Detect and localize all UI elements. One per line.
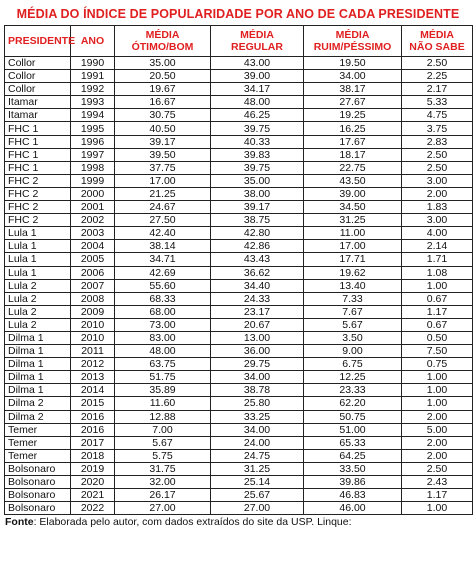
cell-ano: 2015: [71, 397, 115, 410]
cell-ano: 2019: [71, 462, 115, 475]
cell-presidente: Dilma 1: [5, 384, 71, 397]
cell-ano: 1996: [71, 135, 115, 148]
cell-otimo-bom: 34.71: [115, 253, 211, 266]
header-nao-line2: NÃO SABE: [409, 41, 465, 53]
cell-regular: 34.40: [211, 279, 304, 292]
cell-ruim-pessimo: 16.25: [304, 122, 402, 135]
cell-ano: 1999: [71, 174, 115, 187]
header-ruim-pessimo: [304, 26, 402, 57]
cell-ano: 2004: [71, 240, 115, 253]
cell-ruim-pessimo: 65.33: [304, 436, 402, 449]
cell-otimo-bom: 32.00: [115, 476, 211, 489]
cell-nao-sabe: 0.50: [402, 331, 473, 344]
cell-nao-sabe: 1.17: [402, 489, 473, 502]
cell-otimo-bom: 16.67: [115, 96, 211, 109]
cell-regular: 13.00: [211, 331, 304, 344]
table-row: [5, 462, 473, 475]
cell-ruim-pessimo: 22.75: [304, 161, 402, 174]
cell-ano: 2005: [71, 253, 115, 266]
table-row: [5, 96, 473, 109]
cell-regular: 34.00: [211, 371, 304, 384]
cell-regular: 42.86: [211, 240, 304, 253]
cell-regular: 25.14: [211, 476, 304, 489]
cell-nao-sabe: 4.75: [402, 109, 473, 122]
cell-otimo-bom: 42.40: [115, 227, 211, 240]
cell-ano: 2016: [71, 423, 115, 436]
header-ruim-line2: RUIM/PÉSSIMO: [313, 41, 392, 53]
cell-presidente: Collor: [5, 57, 71, 70]
cell-regular: 34.00: [211, 423, 304, 436]
table-row: [5, 109, 473, 122]
cell-ruim-pessimo: 13.40: [304, 279, 402, 292]
cell-ruim-pessimo: 17.67: [304, 135, 402, 148]
table-row: [5, 397, 473, 410]
cell-presidente: Bolsonaro: [5, 502, 71, 515]
cell-ano: 2020: [71, 476, 115, 489]
table-row: [5, 201, 473, 214]
cell-presidente: FHC 1: [5, 122, 71, 135]
table-row: [5, 410, 473, 423]
cell-ano: 2003: [71, 227, 115, 240]
cell-regular: 39.00: [211, 70, 304, 83]
header-otimo-line2: ÓTIMO/BOM: [131, 41, 194, 53]
cell-otimo-bom: 48.00: [115, 345, 211, 358]
cell-ano: 2009: [71, 305, 115, 318]
table-row: [5, 57, 473, 70]
cell-otimo-bom: 73.00: [115, 318, 211, 331]
cell-ruim-pessimo: 27.67: [304, 96, 402, 109]
cell-ruim-pessimo: 23.33: [304, 384, 402, 397]
cell-ruim-pessimo: 6.75: [304, 358, 402, 371]
cell-ano: 2017: [71, 436, 115, 449]
cell-otimo-bom: 39.50: [115, 148, 211, 161]
cell-presidente: Bolsonaro: [5, 476, 71, 489]
cell-ruim-pessimo: 64.25: [304, 449, 402, 462]
cell-regular: 20.67: [211, 318, 304, 331]
table-row: [5, 371, 473, 384]
cell-ano: 2013: [71, 371, 115, 384]
cell-ruim-pessimo: 62.20: [304, 397, 402, 410]
table-row: [5, 240, 473, 253]
cell-nao-sabe: 1.00: [402, 279, 473, 292]
cell-nao-sabe: 7.50: [402, 345, 473, 358]
cell-presidente: Dilma 2: [5, 397, 71, 410]
cell-regular: 39.75: [211, 161, 304, 174]
cell-otimo-bom: 19.67: [115, 83, 211, 96]
cell-presidente: Lula 1: [5, 253, 71, 266]
cell-otimo-bom: 5.75: [115, 449, 211, 462]
cell-nao-sabe: 2.50: [402, 57, 473, 70]
cell-ruim-pessimo: 50.75: [304, 410, 402, 423]
cell-ano: 1992: [71, 83, 115, 96]
cell-presidente: Lula 2: [5, 292, 71, 305]
cell-ruim-pessimo: 46.83: [304, 489, 402, 502]
table-row: [5, 449, 473, 462]
cell-regular: 42.80: [211, 227, 304, 240]
cell-ruim-pessimo: 11.00: [304, 227, 402, 240]
cell-regular: 43.43: [211, 253, 304, 266]
cell-ruim-pessimo: 3.50: [304, 331, 402, 344]
cell-presidente: Bolsonaro: [5, 462, 71, 475]
cell-ruim-pessimo: 7.33: [304, 292, 402, 305]
cell-ano: 2010: [71, 331, 115, 344]
cell-nao-sabe: 0.67: [402, 318, 473, 331]
cell-nao-sabe: 1.00: [402, 371, 473, 384]
table-row: [5, 83, 473, 96]
cell-ruim-pessimo: 9.00: [304, 345, 402, 358]
cell-presidente: FHC 1: [5, 161, 71, 174]
cell-nao-sabe: 1.17: [402, 305, 473, 318]
cell-nao-sabe: 1.71: [402, 253, 473, 266]
cell-presidente: Dilma 1: [5, 345, 71, 358]
cell-regular: 46.25: [211, 109, 304, 122]
table-row: [5, 279, 473, 292]
cell-nao-sabe: 1.08: [402, 266, 473, 279]
cell-presidente: Dilma 1: [5, 358, 71, 371]
cell-ano: 2016: [71, 410, 115, 423]
cell-otimo-bom: 17.00: [115, 174, 211, 187]
header-ano: ANO: [71, 26, 115, 57]
header-presidente: PRESIDENTE: [5, 26, 71, 57]
table-row: [5, 305, 473, 318]
cell-regular: 35.00: [211, 174, 304, 187]
cell-nao-sabe: 0.67: [402, 292, 473, 305]
cell-ano: 2006: [71, 266, 115, 279]
cell-ano: 1995: [71, 122, 115, 135]
cell-ano: 1997: [71, 148, 115, 161]
source-text: : Elaborada pelo autor, com dados extraídos do site da USP. Linque:: [33, 516, 352, 529]
cell-otimo-bom: 26.17: [115, 489, 211, 502]
cell-ano: 2021: [71, 489, 115, 502]
cell-presidente: Dilma 1: [5, 371, 71, 384]
header-regular-line2: REGULAR: [231, 41, 283, 53]
cell-regular: 25.80: [211, 397, 304, 410]
cell-nao-sabe: 3.00: [402, 214, 473, 227]
cell-regular: 29.75: [211, 358, 304, 371]
cell-ruim-pessimo: 38.17: [304, 83, 402, 96]
cell-ruim-pessimo: 17.00: [304, 240, 402, 253]
cell-presidente: Lula 1: [5, 266, 71, 279]
cell-regular: 24.00: [211, 436, 304, 449]
cell-ruim-pessimo: 19.25: [304, 109, 402, 122]
table-row: [5, 148, 473, 161]
cell-ano: 1990: [71, 57, 115, 70]
cell-regular: 34.17: [211, 83, 304, 96]
cell-regular: 31.25: [211, 462, 304, 475]
cell-ruim-pessimo: 34.00: [304, 70, 402, 83]
cell-nao-sabe: 2.43: [402, 476, 473, 489]
cell-otimo-bom: 5.67: [115, 436, 211, 449]
cell-ruim-pessimo: 12.25: [304, 371, 402, 384]
table-row: [5, 502, 473, 515]
cell-ruim-pessimo: 39.00: [304, 187, 402, 200]
cell-ano: 1994: [71, 109, 115, 122]
cell-ano: 2002: [71, 214, 115, 227]
table-row: [5, 384, 473, 397]
table-row: [5, 214, 473, 227]
cell-regular: 24.33: [211, 292, 304, 305]
table-row: [5, 227, 473, 240]
cell-nao-sabe: 4.00: [402, 227, 473, 240]
cell-nao-sabe: 5.00: [402, 423, 473, 436]
cell-presidente: Itamar: [5, 96, 71, 109]
cell-otimo-bom: 39.17: [115, 135, 211, 148]
header-ruim-line1: MÉDIA: [335, 29, 370, 41]
cell-nao-sabe: 1.00: [402, 397, 473, 410]
popularity-table: [4, 25, 473, 515]
cell-otimo-bom: 68.00: [115, 305, 211, 318]
cell-ano: 2008: [71, 292, 115, 305]
cell-otimo-bom: 51.75: [115, 371, 211, 384]
cell-presidente: FHC 1: [5, 135, 71, 148]
cell-otimo-bom: 12.88: [115, 410, 211, 423]
cell-regular: 39.17: [211, 201, 304, 214]
cell-nao-sabe: 0.75: [402, 358, 473, 371]
cell-presidente: FHC 2: [5, 214, 71, 227]
header-nao-sabe: [402, 26, 473, 57]
cell-ruim-pessimo: 18.17: [304, 148, 402, 161]
cell-otimo-bom: 27.50: [115, 214, 211, 227]
cell-ruim-pessimo: 7.67: [304, 305, 402, 318]
cell-ano: 2011: [71, 345, 115, 358]
cell-presidente: Lula 2: [5, 279, 71, 292]
cell-ano: 2018: [71, 449, 115, 462]
cell-otimo-bom: 27.00: [115, 502, 211, 515]
cell-presidente: Lula 1: [5, 240, 71, 253]
cell-otimo-bom: 63.75: [115, 358, 211, 371]
cell-nao-sabe: 1.00: [402, 502, 473, 515]
cell-nao-sabe: 2.00: [402, 187, 473, 200]
cell-regular: 36.00: [211, 345, 304, 358]
cell-presidente: Temer: [5, 449, 71, 462]
cell-otimo-bom: 30.75: [115, 109, 211, 122]
table-row: [5, 358, 473, 371]
cell-nao-sabe: 2.83: [402, 135, 473, 148]
cell-ruim-pessimo: 43.50: [304, 174, 402, 187]
cell-nao-sabe: 2.25: [402, 70, 473, 83]
cell-otimo-bom: 11.60: [115, 397, 211, 410]
cell-presidente: FHC 2: [5, 174, 71, 187]
header-otimo-bom: [115, 26, 211, 57]
cell-regular: 25.67: [211, 489, 304, 502]
cell-otimo-bom: 21.25: [115, 187, 211, 200]
cell-otimo-bom: 68.33: [115, 292, 211, 305]
header-nao-line1: MÉDIA: [420, 29, 454, 41]
cell-ruim-pessimo: 5.67: [304, 318, 402, 331]
table-row: [5, 292, 473, 305]
cell-regular: 24.75: [211, 449, 304, 462]
source-label: Fonte: [5, 516, 34, 529]
cell-otimo-bom: 38.14: [115, 240, 211, 253]
cell-presidente: Collor: [5, 83, 71, 96]
table-row: [5, 70, 473, 83]
cell-regular: 39.83: [211, 148, 304, 161]
cell-regular: 23.17: [211, 305, 304, 318]
cell-nao-sabe: 2.00: [402, 410, 473, 423]
table-header-row: [5, 26, 473, 57]
cell-presidente: FHC 2: [5, 201, 71, 214]
cell-ruim-pessimo: 46.00: [304, 502, 402, 515]
cell-ano: 2014: [71, 384, 115, 397]
table-row: [5, 423, 473, 436]
source-note: [5, 516, 476, 528]
table-row: [5, 122, 473, 135]
header-regular: [211, 26, 304, 57]
table-row: [5, 135, 473, 148]
cell-nao-sabe: 2.50: [402, 462, 473, 475]
cell-presidente: Itamar: [5, 109, 71, 122]
cell-ruim-pessimo: 33.50: [304, 462, 402, 475]
cell-regular: 38.00: [211, 187, 304, 200]
cell-ano: 1993: [71, 96, 115, 109]
cell-nao-sabe: 1.83: [402, 201, 473, 214]
cell-ano: 2012: [71, 358, 115, 371]
cell-regular: 40.33: [211, 135, 304, 148]
cell-presidente: FHC 1: [5, 148, 71, 161]
cell-nao-sabe: 2.00: [402, 449, 473, 462]
cell-presidente: Dilma 2: [5, 410, 71, 423]
cell-ano: 2001: [71, 201, 115, 214]
cell-ano: 2000: [71, 187, 115, 200]
cell-otimo-bom: 42.69: [115, 266, 211, 279]
cell-presidente: FHC 2: [5, 187, 71, 200]
cell-regular: 38.78: [211, 384, 304, 397]
cell-ruim-pessimo: 31.25: [304, 214, 402, 227]
cell-ruim-pessimo: 51.00: [304, 423, 402, 436]
cell-nao-sabe: 2.50: [402, 148, 473, 161]
cell-regular: 33.25: [211, 410, 304, 423]
table-row: [5, 489, 473, 502]
cell-nao-sabe: 2.14: [402, 240, 473, 253]
cell-presidente: Lula 1: [5, 227, 71, 240]
cell-regular: 36.62: [211, 266, 304, 279]
table-row: [5, 253, 473, 266]
cell-regular: 27.00: [211, 502, 304, 515]
cell-otimo-bom: 37.75: [115, 161, 211, 174]
table-row: [5, 436, 473, 449]
table-row: [5, 345, 473, 358]
table-title: MÉDIA DO ÍNDICE DE POPULARIDADE POR ANO DE CADA PRESIDENTE: [16, 7, 460, 21]
cell-nao-sabe: 1.00: [402, 384, 473, 397]
cell-otimo-bom: 31.75: [115, 462, 211, 475]
table-row: [5, 476, 473, 489]
cell-nao-sabe: 3.00: [402, 174, 473, 187]
header-regular-line1: MÉDIA: [240, 29, 274, 41]
table-row: [5, 187, 473, 200]
cell-otimo-bom: 35.00: [115, 57, 211, 70]
cell-ruim-pessimo: 34.50: [304, 201, 402, 214]
cell-ano: 2007: [71, 279, 115, 292]
cell-otimo-bom: 40.50: [115, 122, 211, 135]
cell-regular: 43.00: [211, 57, 304, 70]
header-otimo-line1: MÉDIA: [145, 29, 180, 41]
cell-presidente: Lula 2: [5, 305, 71, 318]
table-body: [5, 57, 473, 515]
cell-ruim-pessimo: 39.86: [304, 476, 402, 489]
cell-presidente: Lula 2: [5, 318, 71, 331]
cell-nao-sabe: 5.33: [402, 96, 473, 109]
cell-presidente: Collor: [5, 70, 71, 83]
table-row: [5, 318, 473, 331]
cell-otimo-bom: 35.89: [115, 384, 211, 397]
cell-presidente: Bolsonaro: [5, 489, 71, 502]
table-row: [5, 331, 473, 344]
cell-presidente: Temer: [5, 423, 71, 436]
cell-presidente: Dilma 1: [5, 331, 71, 344]
cell-nao-sabe: 2.50: [402, 161, 473, 174]
cell-otimo-bom: 55.60: [115, 279, 211, 292]
cell-nao-sabe: 2.00: [402, 436, 473, 449]
cell-otimo-bom: 24.67: [115, 201, 211, 214]
cell-presidente: Temer: [5, 436, 71, 449]
cell-otimo-bom: 7.00: [115, 423, 211, 436]
table-row: [5, 161, 473, 174]
cell-ano: 2022: [71, 502, 115, 515]
cell-ruim-pessimo: 17.71: [304, 253, 402, 266]
cell-regular: 48.00: [211, 96, 304, 109]
cell-ano: 2010: [71, 318, 115, 331]
cell-nao-sabe: 2.17: [402, 83, 473, 96]
cell-ruim-pessimo: 19.62: [304, 266, 402, 279]
cell-ruim-pessimo: 19.50: [304, 57, 402, 70]
cell-ano: 1998: [71, 161, 115, 174]
cell-otimo-bom: 83.00: [115, 331, 211, 344]
table-row: [5, 174, 473, 187]
table-row: [5, 266, 473, 279]
cell-regular: 38.75: [211, 214, 304, 227]
cell-regular: 39.75: [211, 122, 304, 135]
cell-otimo-bom: 20.50: [115, 70, 211, 83]
cell-nao-sabe: 3.75: [402, 122, 473, 135]
cell-ano: 1991: [71, 70, 115, 83]
